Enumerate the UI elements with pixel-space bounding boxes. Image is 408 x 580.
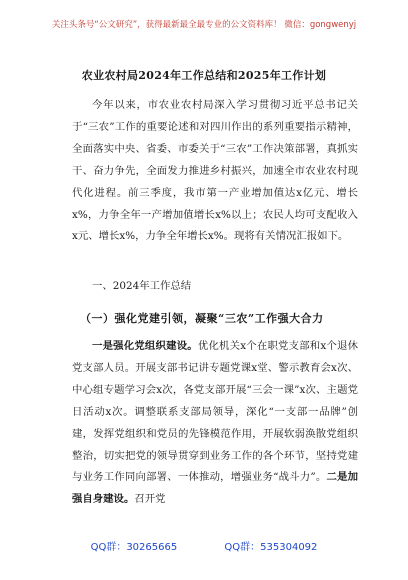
qq-group-2: QQ群：535304092 bbox=[224, 542, 318, 553]
promo-banner: 关注头条号“公文研究”，获得最新最全最专业的公文资料库！ 微信：gongwenyj bbox=[51, 20, 357, 30]
qq-group-1: QQ群：30265665 bbox=[90, 542, 178, 553]
point-two-lead: 二是加强自身建设。 bbox=[72, 471, 359, 506]
document-title: 农业农村局2024年工作总结和2025年工作计划 bbox=[81, 69, 327, 82]
subsection-heading: （一）强化党建引领，凝聚“三农”工作强大合力 bbox=[80, 312, 324, 325]
intro-paragraph: 今年以来，市农业农村局深入学习贯彻习近平总书记关于“三农”工作的重要论述和对四川作出的系列重要指示精神，全面落实中央、省委、市委关于“三农”工作决策部署，真抓实干、奋力争先，全面发力推进乡村振兴，加速全市农业农村现代化进程。前三季度，我市第一产业增加值达x亿元、增长x%，力争全年一产增加值增长x%以上；农民人均可支配收入x元、增长x%，力争全年增长x%。现将有关情况汇报如下。 bbox=[72, 99, 358, 243]
body-paragraph bbox=[72, 336, 358, 511]
point-one-text: 优化机关x个在职党支部和x个退休党支部人员。开展支部书记讲专题党课x堂、警示教育会x次、中心组专题学习会x次，各党支部开展“三会一课”x次、主题党日活动x次。调整联系支部局领导，深化“一支部一品牌”创建，发挥党组织和党员的先锋模范作用，开展软弱涣散党组织整治，切实把党的领导贯穿到业务工作的各个环节，坚持党建与业务工作同向部署、一体推动，增强业务“战斗力”。 bbox=[72, 340, 359, 484]
point-two-text: 召开党 bbox=[134, 493, 166, 506]
point-one-lead: 一是强化党组织建设。 bbox=[92, 340, 198, 352]
section-heading: 一、2024年工作总结 bbox=[92, 280, 192, 292]
footer-contacts bbox=[0, 538, 408, 553]
